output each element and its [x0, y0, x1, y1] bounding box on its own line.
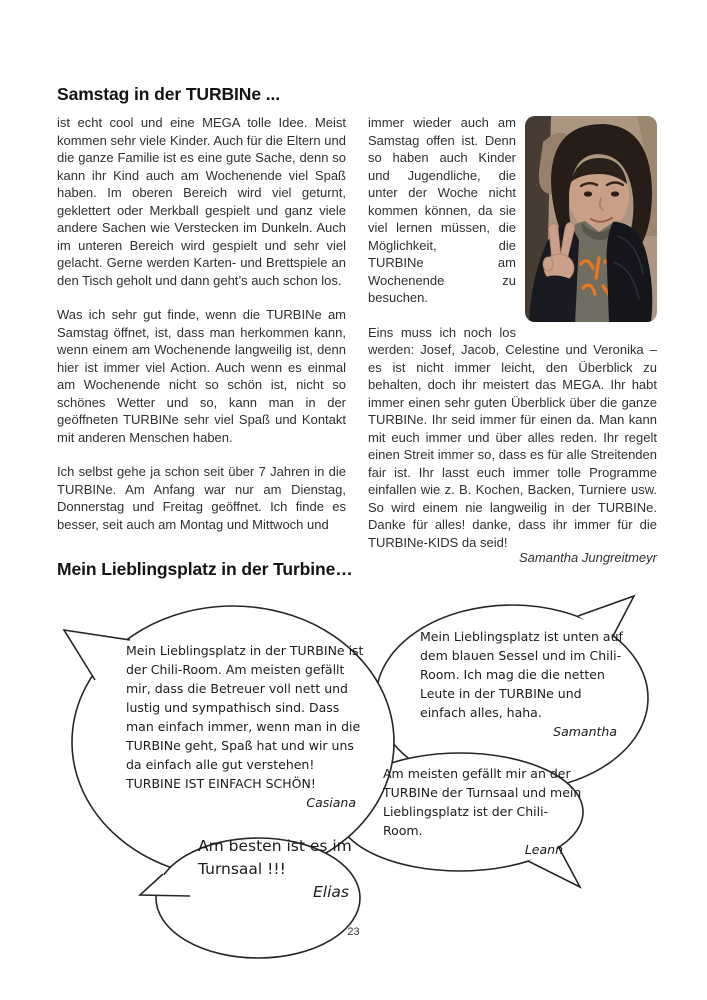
paragraph: Was ich sehr gut finde, wenn die TURBINe am Samstag öffnet, ist, dass man herkommen kann, wenn einem am Wochenende langweilig ist, denn hier ist immer viel Action. Auch wenn es einmal am Wochenende nicht so schön ist, nicht so schönes Wetter und so, kann man in der geöffneten TURBINe sehr viel Spaß und Kontakt mit anderen Menschen haben. — [57, 307, 346, 445]
bubble-quote: Am meisten gefällt mir an der TURBINe der Turnsaal und mein Lieblingsplatz ist der Chili-Room. — [383, 766, 582, 838]
article1-left-column — [57, 114, 346, 567]
speech-bubble-elias — [198, 835, 363, 904]
author-signature: Samantha Jungreitmeyr — [518, 550, 657, 565]
speech-bubble-leann — [383, 764, 583, 859]
paragraph: ist echt cool und eine MEGA tolle Idee. Meist kommen sehr viele Kinder. Auch für die Eltern und die ganze Familie ist es eine gute Sache, denn so kann ihr Kind auch am Wochenende viel Spaß haben. Im oberen Bereich wird viel geturnt, geklettert oder Merkball gespielt und ganz viele andere Sachen wie Verstecken im Dunkeln. Auch im unteren Bereich wird gespielt und sehr viel gelacht. Gerne werden Karten- und Brettspiele an den Tisch geholt und dann geht’s auch schon los. — [57, 115, 346, 288]
bubble-author: Casiana — [306, 795, 356, 810]
article2-title: Mein Lieblingsplatz in der Turbine… — [57, 559, 353, 579]
paragraph: Eins muss ich noch los werden: Josef, Jacob, Celestine und Veronika – es ist nicht immer leicht, den Überblick zu behalten, doch ihr meistert das MEGA. Ihr habt immer einen sehr guten Überblick über die ganze TURBINe. Ihr seid immer für einen da. Man kann mit euch immer und über alles reden. Ihr regelt einen Streit immer so, dass es für alle Streitenden fair ist. Ihr lasst euch immer tolle Programme einfallen wie z. B. Kochen, Backen, Turniere usw. So wird einem nie langweilig in der TURBINe. Danke für alles! danke, dass ihr immer für die TURBINe-KIDS da seid! — [368, 324, 657, 550]
bubble-quote: Mein Lieblingsplatz ist unten auf dem blauen Sessel und im Chili-Room. Ich mag die die netten Leute in der TURBINe und einfach alles, haha. — [420, 629, 623, 720]
page-number: 23 — [347, 926, 360, 938]
bubble-quote: Mein Lieblingsplatz in der TURBINe ist der Chili-Room. Am meisten gefällt mir, dass die Betreuer voll nett und lustig und sympathisch sind. Dass man einfach immer, wenn man in die TURBINe geht, Spaß hat und wir uns da einfach alle gut verstehen! TURBINE IST EINFACH SCHÖN! — [126, 643, 364, 791]
article1-right-column — [368, 114, 657, 567]
article1-title: Samstag in der TURBINe ... — [57, 84, 281, 104]
bubble-quote: Am besten ist es im Turnsaal !!! — [198, 837, 352, 878]
bubble-author: Leann — [524, 842, 563, 857]
speech-bubble-samantha — [420, 627, 625, 741]
article1-body — [57, 114, 657, 567]
bubble-author: Samantha — [553, 724, 617, 739]
paragraph: Ich selbst gehe ja schon seit über 7 Jahren in die TURBINe. Am Anfang war nur am Dienstag, Donnerstag und Freitag geöffnet. Ich finde es besser, seit auch am Montag und Mittwoch und — [57, 464, 346, 532]
speech-bubble-casiana — [126, 641, 368, 812]
paragraph: immer wieder auch am Samstag offen ist. Denn so haben auch Kinder und Jugendliche, die unter der Woche nicht kommen können, da sie viel lernen müssen, die Möglichkeit, die TURBINe am Wochenende zu besuchen. — [368, 115, 516, 305]
girl-peace-sign-photo — [525, 116, 657, 322]
bubble-author: Elias — [313, 883, 349, 901]
